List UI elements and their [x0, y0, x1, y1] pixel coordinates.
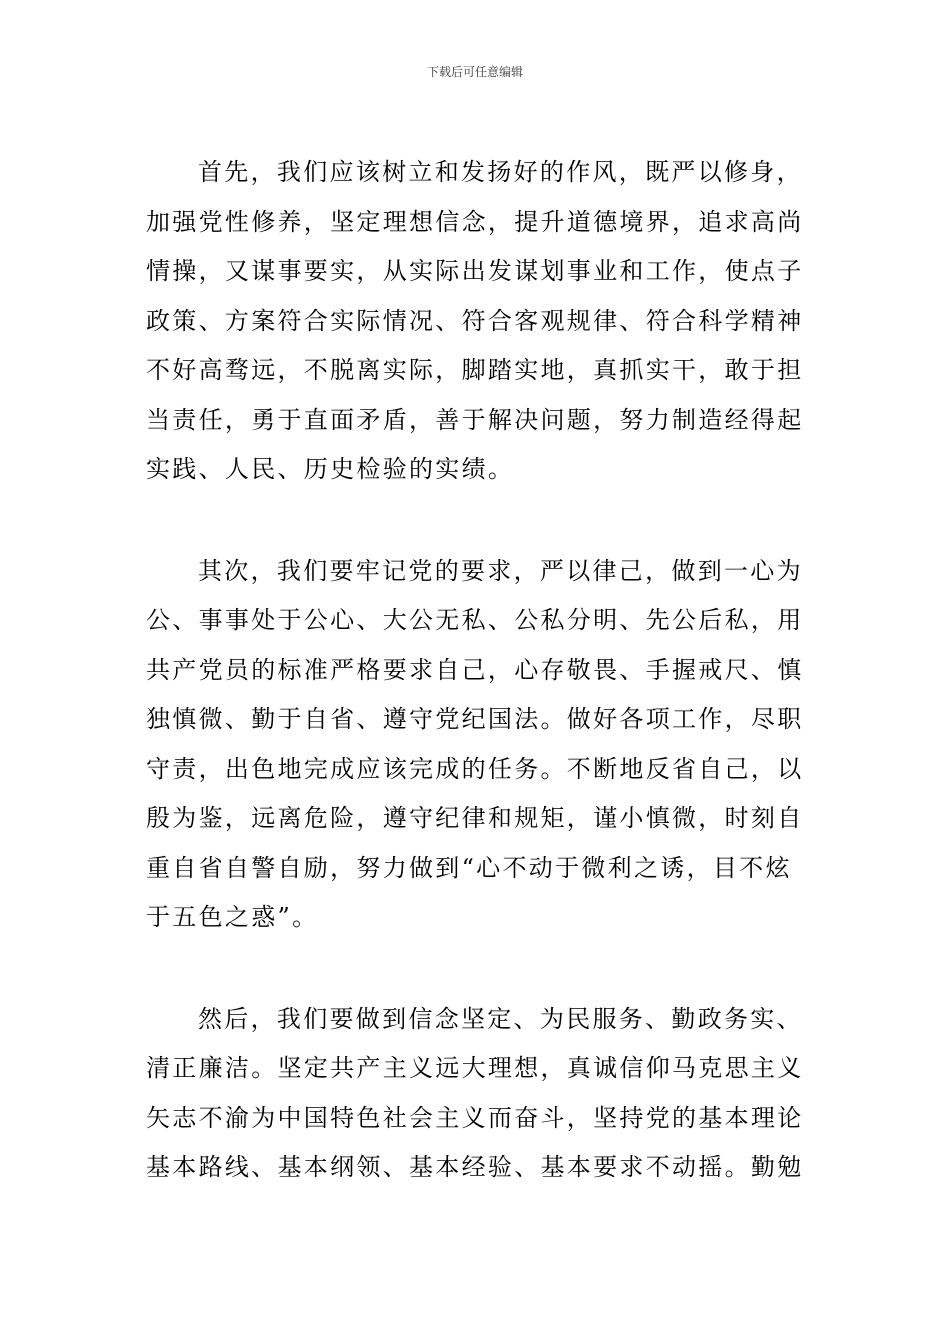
paragraph-line: 矢志不渝为中国特色社会主义而奋斗，坚持党的基本理论: [146, 1103, 804, 1132]
paragraph-line: 政策、方案符合实际情况、符合客观规律、符合科学精神: [146, 306, 804, 335]
paragraph-1: [146, 148, 808, 495]
paragraph-3: [146, 995, 808, 1193]
paragraph-line: 于五色之惑”。: [146, 903, 319, 931]
paragraph-line: 独慎微、勤于自省、遵守党纪国法。做好各项工作，尽职: [146, 705, 804, 733]
document-body: [146, 148, 808, 1193]
paragraph-line: 情操，又谋事要实，从实际出发谋划事业和工作，使点子: [146, 257, 804, 285]
paragraph-line: 重自省自警自励，努力做到“心不动于微利之诱，目不炫: [146, 853, 792, 882]
paragraph-line: 公、事事处于公心、大公无私、公私分明、先公后私，用: [146, 606, 804, 634]
paragraph-line: 共产党员的标准严格要求自己，心存敬畏、手握戒尺、慎: [146, 655, 804, 684]
paragraph-line: 守责，出色地完成应该完成的任务。不断地反省自己，以: [146, 754, 804, 783]
paragraph-line: 不好高骛远，不脱离实际，脚踏实地，真抓实干，敢于担: [146, 356, 804, 384]
paragraph-line: 实践、人民、历史检验的实绩。: [146, 455, 515, 483]
paragraph-line: 加强党性修养，坚定理想信念，提升道德境界，追求高尚: [146, 207, 804, 236]
paragraph-line: 清正廉洁。坚定共产主义远大理想，真诚信仰马克思主义: [146, 1054, 804, 1082]
paragraph-line: 基本路线、基本纲领、基本经验、基本要求不动摇。勤勉: [146, 1153, 804, 1181]
paragraph-2: [146, 547, 808, 943]
paragraph-line: 然后，我们要做到信念坚定、为民服务、勤政务实、: [198, 1004, 803, 1033]
paragraph-line: 首先，我们应该树立和发扬好的作风，既严以修身，: [198, 158, 803, 186]
paragraph-line: 当责任，勇于直面矛盾，善于解决问题，努力制造经得起: [146, 405, 804, 434]
page-header: 下载后可任意编辑: [426, 65, 523, 79]
paragraph-line: 其次，我们要牢记党的要求，严以律己，做到一心为: [198, 556, 803, 585]
paragraph-line: 殷为鉴，远离危险，遵守纪律和规矩，谨小慎微，时刻自: [146, 804, 804, 832]
